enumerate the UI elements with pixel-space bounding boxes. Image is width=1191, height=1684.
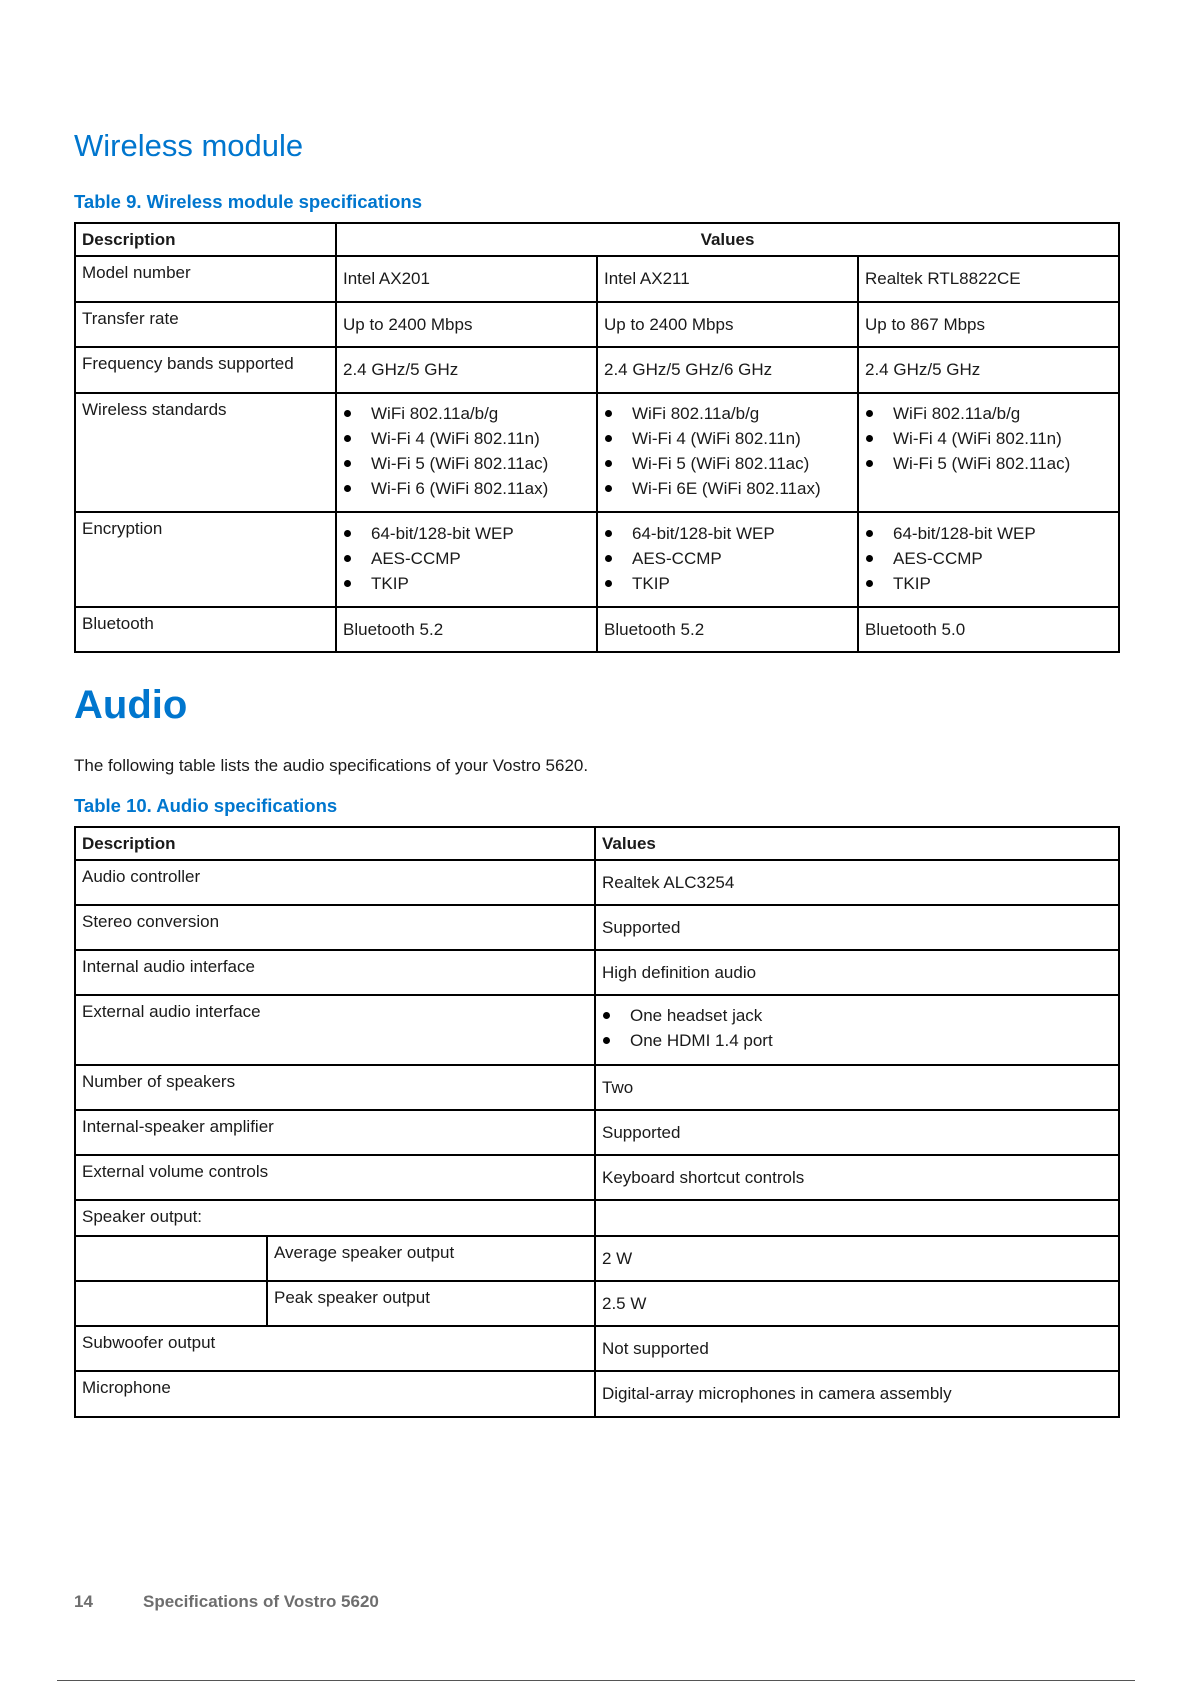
cell-list: [858, 512, 1119, 607]
table-row: [75, 905, 1119, 950]
row-label: Speaker output:: [75, 1200, 595, 1236]
list-item: WiFi 802.11a/b/g: [604, 401, 851, 426]
cell-list: [597, 393, 858, 512]
list-item: One HDMI 1.4 port: [602, 1028, 1112, 1053]
wireless-spec-table: [74, 222, 1120, 653]
list-item: TKIP: [604, 571, 851, 596]
header-values: Values: [336, 223, 1119, 256]
audio-heading: Audio: [74, 683, 188, 727]
row-label: Wireless standards: [75, 393, 336, 512]
table-row: [75, 995, 1119, 1065]
row-label: Model number: [75, 256, 336, 302]
cell-value: Intel AX201: [336, 256, 597, 302]
cell-value: Digital-array microphones in camera assembly: [595, 1371, 1119, 1417]
table-row: [75, 607, 1119, 652]
row-label: Internal audio interface: [75, 950, 595, 995]
list-item: WiFi 802.11a/b/g: [865, 401, 1112, 426]
table-row: [75, 1371, 1119, 1417]
table-row: [75, 256, 1119, 302]
cell-value: 2.4 GHz/5 GHz/6 GHz: [597, 347, 858, 393]
row-label: External volume controls: [75, 1155, 595, 1200]
list-item: One headset jack: [602, 1003, 1112, 1028]
list-item: TKIP: [343, 571, 590, 596]
wireless-table-caption: Table 9. Wireless module specifications: [74, 191, 423, 212]
list-item: 64-bit/128-bit WEP: [343, 521, 590, 546]
table-row: [75, 1065, 1119, 1110]
header-description: Description: [75, 827, 595, 860]
table-row: [75, 1281, 1119, 1326]
table-row: [75, 302, 1119, 347]
wireless-module-heading: Wireless module: [74, 128, 304, 163]
cell-value: Not supported: [595, 1326, 1119, 1371]
cell-list: [336, 512, 597, 607]
list-item: 64-bit/128-bit WEP: [604, 521, 851, 546]
cell-list: [595, 995, 1119, 1065]
list-item: Wi-Fi 6 (WiFi 802.11ax): [343, 476, 590, 501]
row-label: Number of speakers: [75, 1065, 595, 1110]
cell-value: 2.4 GHz/5 GHz: [858, 347, 1119, 393]
audio-intro-text: The following table lists the audio specifications of your Vostro 5620.: [74, 756, 589, 775]
list-item: Wi-Fi 4 (WiFi 802.11n): [343, 426, 590, 451]
row-label: Microphone: [75, 1371, 595, 1417]
list-item: Wi-Fi 4 (WiFi 802.11n): [604, 426, 851, 451]
cell-list: [597, 512, 858, 607]
cell-value: Realtek RTL8822CE: [858, 256, 1119, 302]
table-header-row: [75, 223, 1119, 256]
list-item: AES-CCMP: [865, 546, 1112, 571]
empty-cell: [75, 1236, 267, 1281]
list-item: Wi-Fi 4 (WiFi 802.11n): [865, 426, 1112, 451]
row-label: External audio interface: [75, 995, 595, 1065]
cell-value: Supported: [595, 1110, 1119, 1155]
table-row: [75, 1326, 1119, 1371]
table-row: [75, 1110, 1119, 1155]
cell-value: Intel AX211: [597, 256, 858, 302]
cell-value: Supported: [595, 905, 1119, 950]
row-label: Frequency bands supported: [75, 347, 336, 393]
empty-cell: [75, 1281, 267, 1326]
table-row: [75, 1200, 1119, 1236]
table-row: [75, 860, 1119, 905]
row-sublabel: Peak speaker output: [267, 1281, 595, 1326]
cell-value: Two: [595, 1065, 1119, 1110]
audio-table-caption: Table 10. Audio specifications: [74, 795, 338, 816]
footer-divider: [57, 1680, 1135, 1681]
table-row: [75, 393, 1119, 512]
row-label: Bluetooth: [75, 607, 336, 652]
cell-list: [336, 393, 597, 512]
table-row: [75, 1236, 1119, 1281]
table-row: [75, 1155, 1119, 1200]
cell-value: Up to 867 Mbps: [858, 302, 1119, 347]
cell-value: Up to 2400 Mbps: [597, 302, 858, 347]
footer-section-title: Specifications of Vostro 5620: [143, 1592, 379, 1611]
cell-value: Up to 2400 Mbps: [336, 302, 597, 347]
row-label: Internal-speaker amplifier: [75, 1110, 595, 1155]
cell-value: Bluetooth 5.2: [597, 607, 858, 652]
list-item: AES-CCMP: [604, 546, 851, 571]
cell-value: 2.5 W: [595, 1281, 1119, 1326]
row-sublabel: Average speaker output: [267, 1236, 595, 1281]
list-item: Wi-Fi 5 (WiFi 802.11ac): [604, 451, 851, 476]
cell-value: [595, 1200, 1119, 1236]
list-item: TKIP: [865, 571, 1112, 596]
header-description: Description: [75, 223, 336, 256]
table-row: [75, 347, 1119, 393]
cell-value: Keyboard shortcut controls: [595, 1155, 1119, 1200]
row-label: Stereo conversion: [75, 905, 595, 950]
table-row: [75, 950, 1119, 995]
table-row: [75, 512, 1119, 607]
list-item: Wi-Fi 5 (WiFi 802.11ac): [865, 451, 1112, 476]
page-number: 14: [74, 1592, 93, 1611]
page-footer: [74, 1592, 379, 1612]
list-item: 64-bit/128-bit WEP: [865, 521, 1112, 546]
row-label: Encryption: [75, 512, 336, 607]
cell-value: Bluetooth 5.0: [858, 607, 1119, 652]
cell-value: 2.4 GHz/5 GHz: [336, 347, 597, 393]
row-label: Transfer rate: [75, 302, 336, 347]
cell-value: High definition audio: [595, 950, 1119, 995]
audio-spec-table: [74, 826, 1120, 1418]
list-item: Wi-Fi 5 (WiFi 802.11ac): [343, 451, 590, 476]
list-item: WiFi 802.11a/b/g: [343, 401, 590, 426]
cell-value: Realtek ALC3254: [595, 860, 1119, 905]
cell-value: Bluetooth 5.2: [336, 607, 597, 652]
row-label: Audio controller: [75, 860, 595, 905]
list-item: AES-CCMP: [343, 546, 590, 571]
cell-value: 2 W: [595, 1236, 1119, 1281]
table-header-row: [75, 827, 1119, 860]
header-values: Values: [595, 827, 1119, 860]
row-label: Subwoofer output: [75, 1326, 595, 1371]
cell-list: [858, 393, 1119, 512]
list-item: Wi-Fi 6E (WiFi 802.11ax): [604, 476, 851, 501]
